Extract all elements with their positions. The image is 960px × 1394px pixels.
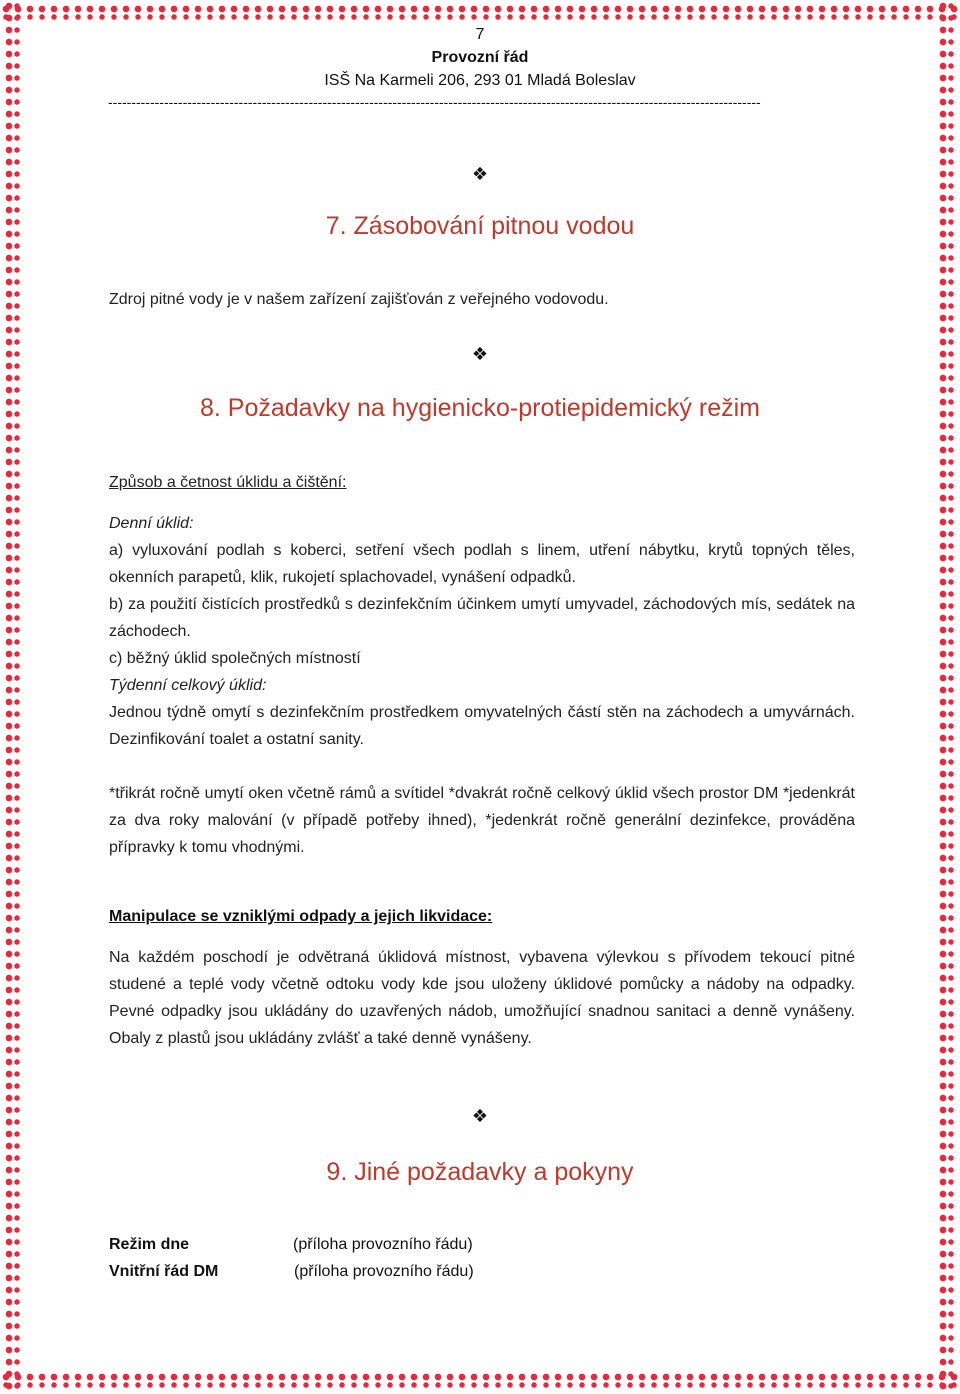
dotted-border-bottom bbox=[0, 1368, 960, 1394]
diamond-ornament-icon: ❖ bbox=[471, 164, 489, 184]
periodic-cleaning-text: *třikrát ročně umytí oken včetně rámů a svítidel *dvakrát ročně celkový úklid všech prostor DM *jedenkrát za dva roky malování (v případě potřeby ihned), *jedenkrát ročně generální dezinfekce, prováděna přípravky k tomu vhodnými. bbox=[109, 785, 855, 856]
diamond-ornament-icon: ❖ bbox=[471, 1106, 489, 1126]
list-item-vnitrni-rad bbox=[109, 1258, 474, 1285]
weekly-cleaning-label: Týdenní celkový úklid: bbox=[109, 677, 267, 694]
section-7-text: Zdroj pitné vody je v našem zařízení zajišťován z veřejného vodovodu. bbox=[109, 291, 609, 308]
waste-heading-text: Manipulace se vzniklými odpady a jejich likvidace: bbox=[109, 908, 493, 925]
cleaning-subheading bbox=[109, 469, 855, 496]
item-value: (příloha provozního řádu) bbox=[293, 1236, 473, 1253]
section-9-title: 9. Jiné požadavky a pokyny bbox=[326, 1158, 634, 1186]
waste-heading bbox=[109, 903, 855, 930]
daily-item-c: c) běžný úklid společných místností bbox=[109, 650, 361, 667]
daily-cleaning-label: Denní úklid: bbox=[109, 515, 194, 532]
document-title: Provozní řád bbox=[431, 49, 529, 66]
dotted-border-top bbox=[0, 0, 960, 26]
page-number: 7 bbox=[475, 26, 485, 43]
school-address: ISŠ Na Karmeli 206, 293 01 Mladá Boleslav bbox=[324, 72, 636, 89]
item-value: (příloha provozního řádu) bbox=[294, 1263, 474, 1280]
item-label: Režim dne bbox=[109, 1236, 190, 1253]
section-8-title: 8. Požadavky na hygienicko-protiepidemický režim bbox=[200, 394, 760, 422]
weekly-cleaning-text: Jednou týdně omytí s dezinfekčním prostředkem omyvatelných částí stěn na záchodech a umyvárnách. Dezinfikování toalet a ostatní sanity. bbox=[109, 704, 855, 748]
header-separator: -------------------------------------------------------------------------------------------------------------------------------------------- bbox=[108, 94, 761, 110]
daily-item-b: b) za použití čistících prostředků s dezinfekčním účinkem umytí umyvadel, záchodových mís, sedátek na záchodech. bbox=[109, 596, 855, 640]
daily-item-a: a) vyluxování podlah s koberci, setření všech podlah s linem, utření nábytku, krytů topných těles, okenních parapetů, klik, rukojetí splachovadel, vynášení odpadků. bbox=[109, 542, 855, 586]
cleaning-subheading-text: Způsob a četnost úklidu a čištění: bbox=[109, 474, 347, 491]
item-label: Vnitřní řád DM bbox=[109, 1263, 219, 1280]
list-item-rezim-dne bbox=[109, 1231, 473, 1258]
section-7-title: 7. Zásobování pitnou vodou bbox=[325, 212, 635, 240]
diamond-ornament-icon: ❖ bbox=[471, 344, 489, 364]
waste-text: Na každém poschodí je odvětraná úklidová místnost, vybavena výlevkou s přívodem tekoucí pitné studené a teplé vody včetně odtoku vody kde jsou uloženy úklidové pomůcky a nádoby na odpadky. Pevné odpadky jsou ukládány do uzavřených nádob, umožňující snadnou sanitaci a denně vynášeny. Obaly z plastů jsou ukládány zvlášť a také denně vynášeny. bbox=[109, 949, 855, 1047]
